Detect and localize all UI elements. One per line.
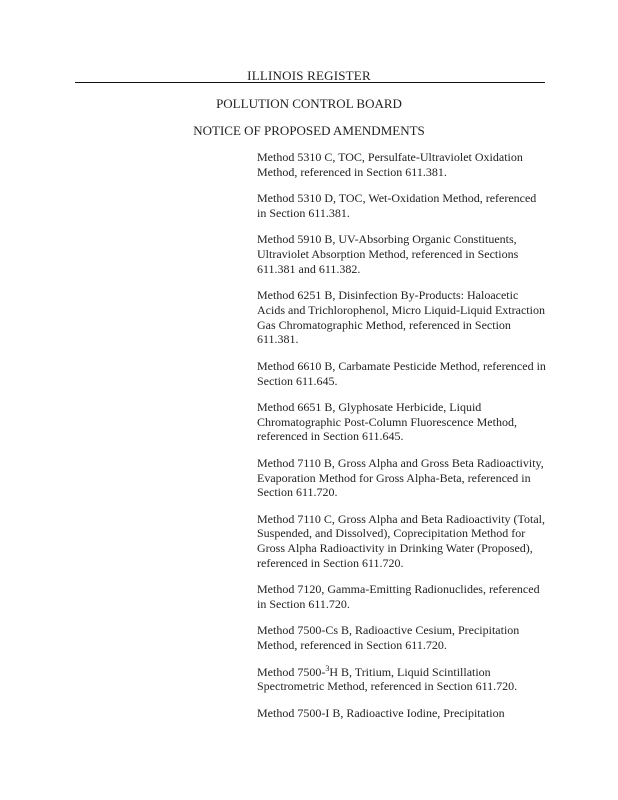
method-6651b: Method 6651 B, Glyphosate Herbicide, Liquid Chromatographic Post-Column Fluorescence Method, referenced in Section 611.645. bbox=[257, 399, 517, 444]
method-7500-cs-b: Method 7500-Cs B, Radioactive Cesium, Precipitation Method, referenced in Section 611.720. bbox=[257, 623, 520, 653]
board-title: POLLUTION CONTROL BOARD bbox=[216, 96, 402, 111]
header-rule bbox=[75, 82, 545, 83]
method-7120: Method 7120, Gamma-Emitting Radionuclides, referenced in Section 611.720. bbox=[257, 582, 540, 612]
method-7110b: Method 7110 B, Gross Alpha and Gross Beta Radioactivity, Evaporation Method for Gross Alpha-Beta, referenced in Section 611.720. bbox=[257, 455, 544, 500]
method-7500-i-b: Method 7500-I B, Radioactive Iodine, Precipitation bbox=[257, 705, 505, 720]
notice-title: NOTICE OF PROPOSED AMENDMENTS bbox=[193, 123, 425, 138]
method-5910b: Method 5910 B, UV-Absorbing Organic Constituents, Ultraviolet Absorption Method, referenced in Sections 611.381 and 611.382. bbox=[257, 232, 519, 276]
tritium-superscript: 3 bbox=[325, 663, 330, 673]
method-7500-3h-b bbox=[257, 665, 547, 695]
method-7110c: Method 7110 C, Gross Alpha and Beta Radioactivity (Total, Suspended, and Dissolved), Coprecipitation Method for Gross Alpha Radioactivity in Drinking Water (Proposed), referenced in Section 611.720. bbox=[257, 511, 546, 571]
method-list bbox=[257, 150, 547, 732]
register-title: ILLINOIS REGISTER bbox=[247, 68, 371, 83]
method-6610b: Method 6610 B, Carbamate Pesticide Method, referenced in Section 611.645. bbox=[257, 358, 546, 388]
method-7500-3h-suffix: H B, Tritium, Liquid Scintillation Spectrometric Method, referenced in Section 611.720. bbox=[257, 664, 518, 694]
method-5310c: Method 5310 C, TOC, Persulfate-Ultraviolet Oxidation Method, referenced in Section 611.381. bbox=[257, 150, 523, 179]
method-7500-3h-prefix: Method 7500- bbox=[257, 664, 326, 679]
method-6251b: Method 6251 B, Disinfection By-Products: Haloacetic Acids and Trichlorophenol, Micro Liquid-Liquid Extraction Gas Chromatographic Method, referenced in Section 611.381. bbox=[257, 288, 545, 347]
method-5310d: Method 5310 D, TOC, Wet-Oxidation Method, referenced in Section 611.381. bbox=[257, 191, 537, 220]
